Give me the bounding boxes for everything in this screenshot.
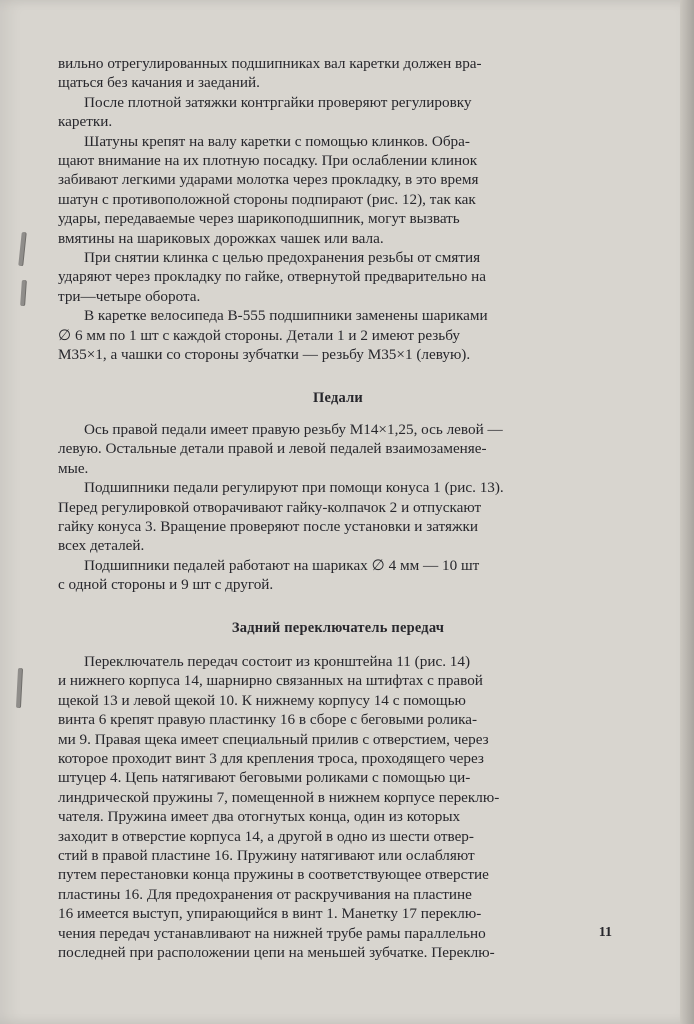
- text-line: В каретке велосипеда В-555 подшипники заменены шариками: [84, 307, 488, 325]
- text-line: мые.: [58, 459, 89, 477]
- text-line: Перед регулировкой отворачивают гайку-колпачок 2 и отпускают: [58, 498, 482, 516]
- page-number: 11: [598, 925, 612, 940]
- text-line: заходит в отверстие корпуса 14, а другой в одно из шести отвер-: [58, 827, 474, 845]
- text-line: и нижнего корпуса 14, шарнирно связанных на штифтах с правой: [58, 672, 483, 690]
- text-line: три—четыре оборота.: [58, 287, 201, 305]
- text-line: забивают легкими ударами молотка через прокладку, в это время: [58, 171, 479, 189]
- binding-staple-bottom: [16, 668, 22, 708]
- binding-staple-top: [18, 232, 26, 266]
- text-line: вильно отрегулированных подшипниках вал каретки должен вра-: [58, 55, 482, 72]
- text-line: щают внимание на их плотную посадку. При ослаблении клинок: [58, 152, 478, 170]
- section-title-rear-derailleur: Задний переключатель передач: [231, 619, 445, 636]
- text-line: линдрической пружины 7, помещенной в нижнем корпусе переклю-: [58, 788, 500, 806]
- text-line: всех деталей.: [58, 537, 145, 555]
- text-line: стий в правой пластине 16. Пружину натягивают или ослабляют: [58, 847, 475, 865]
- text-line: шатун с противоположной стороны подпирают (рис. 12), так как: [58, 190, 476, 208]
- text-line: Ось правой педали имеет правую резьбу М14×1,25, ось левой —: [84, 420, 503, 438]
- text-line: пластины 16. Для предохранения от раскручивания на пластине: [58, 885, 472, 903]
- text-line: вмятины на шариковых дорожках чашек или вала.: [58, 229, 384, 247]
- text-line: щаться без качания и заеданий.: [58, 74, 260, 92]
- text-line: гайку конуса 3. Вращение проверяют после установки и затяжки: [58, 517, 478, 535]
- text-line: винта 6 крепят правую пластинку 16 в сборе с беговыми ролика-: [58, 711, 478, 729]
- text-line: ∅ 6 мм по 1 шт с каждой стороны. Детали 1 и 2 имеют резьбу: [58, 326, 460, 344]
- text-line: левую. Остальные детали правой и левой педалей взаимозаменяе-: [58, 440, 487, 458]
- text-line: с одной стороны и 9 шт с другой.: [58, 576, 274, 594]
- binding-staple-middle: [20, 280, 26, 306]
- text-line: После плотной затяжки контргайки проверяют регулировку: [84, 93, 472, 111]
- text-line: последней при расположении цепи на меньшей зубчатке. Переклю-: [58, 944, 495, 962]
- text-line: которое проходит винт 3 для крепления троса, проходящего через: [58, 750, 484, 767]
- text-line: ми 9. Правая щека имеет специальный прилив с отверстием, через: [58, 730, 489, 748]
- text-line: 16 имеется выступ, упирающийся в винт 1. Манетку 17 переклю-: [58, 905, 482, 923]
- text-line: Шатуны крепят на валу каретки с помощью клинков. Обра-: [84, 132, 470, 150]
- text-line: щекой 13 и левой щекой 10. К нижнему корпусу 14 с помощью: [58, 691, 466, 709]
- text-line: путем перестановки конца пружины в соответствующее отверстие: [58, 866, 489, 884]
- page-edge: [680, 0, 694, 1024]
- text-line: Подшипники педалей работают на шариках ∅ 4 мм — 10 шт: [84, 556, 480, 574]
- text-line: ударяют через прокладку по гайке, отвернутой предварительно на: [58, 268, 487, 286]
- text-line: Переключатель передач состоит из кронштейна 11 (рис. 14): [84, 652, 471, 670]
- text-line: удары, передаваемые через шарикоподшипник, могут вызвать: [58, 210, 460, 228]
- page-text: [58, 54, 618, 962]
- text-line: штуцер 4. Цепь натягивают беговыми роликами с помощью ци-: [58, 769, 471, 787]
- section-title-pedals: Педали: [313, 389, 363, 406]
- text-line: каретки.: [58, 113, 113, 131]
- text-line: чателя. Пружина имеет два отогнутых конца, один из которых: [58, 808, 461, 826]
- text-line: М35×1, а чашки со стороны зубчатки — резьбу М35×1 (левую).: [58, 346, 471, 364]
- text-line: чения передач устанавливают на нижней трубе рамы параллельно: [58, 924, 486, 942]
- text-line: Подшипники педали регулируют при помощи конуса 1 (рис. 13).: [84, 479, 504, 497]
- text-line: При снятии клинка с целью предохранения резьбы от смятия: [84, 249, 481, 267]
